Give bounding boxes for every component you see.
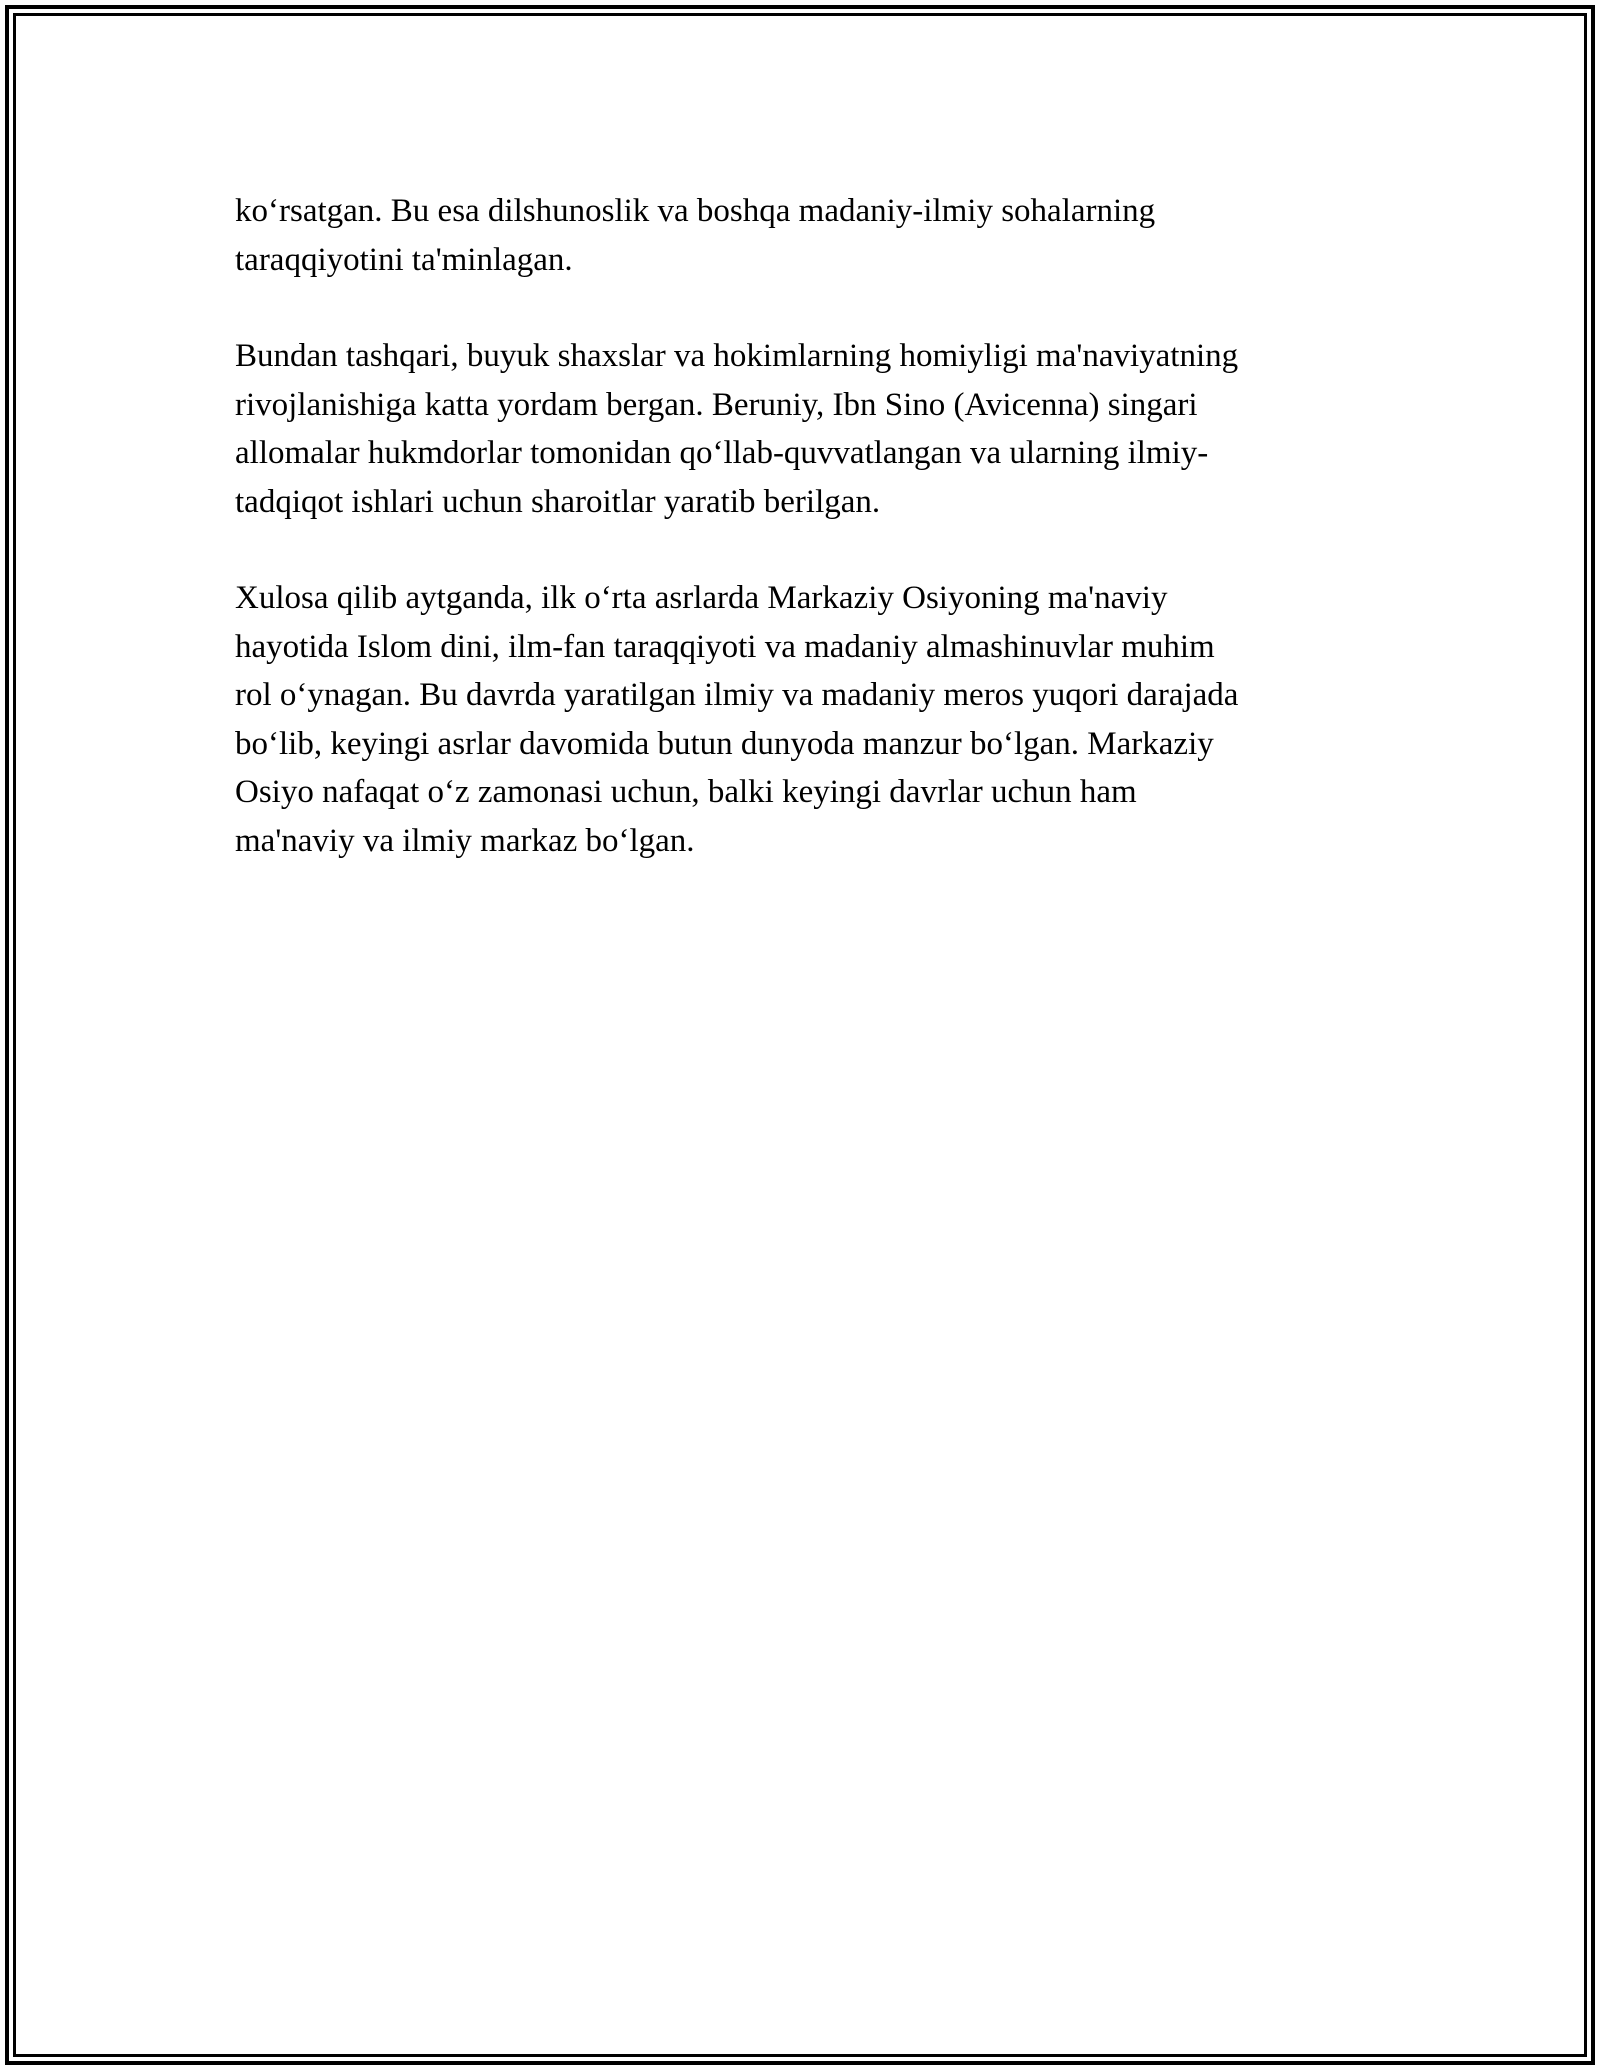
paragraph-line: rol o‘ynagan. Bu davrda yaratilgan ilmiy va madaniy meros yuqori darajada (235, 677, 1239, 713)
paragraph-line: Bundan tashqari, buyuk shaxslar va hokimlarning homiyligi ma'naviyatning (235, 338, 1239, 374)
document-body (235, 187, 1365, 913)
paragraph-line: ma'naviy va ilmiy markaz bo‘lgan. (235, 822, 695, 859)
paragraph-line: Osiyo nafaqat o‘z zamonasi uchun, balki keyingi davrlar uchun ham (235, 774, 1137, 810)
paragraph-line: bo‘lib, keyingi asrlar davomida butun dunyoda manzur bo‘lgan. Markaziy (235, 725, 1214, 762)
paragraph-line: allomalar hukmdorlar tomonidan qo‘llab-quvvatlangan va ularning ilmiy- (235, 435, 1209, 471)
paragraph-line: ko‘rsatgan. Bu esa dilshunoslik va boshqa madaniy-ilmiy sohalarning (235, 193, 1156, 229)
paragraph-3 (235, 574, 1365, 865)
paragraph-line: tadqiqot ishlari uchun sharoitlar yaratib berilgan. (235, 483, 881, 520)
paragraph-line: rivojlanishiga katta yordam bergan. Beruniy, Ibn Sino (Avicenna) singari (235, 386, 1198, 423)
paragraph-1 (235, 187, 1365, 284)
paragraph-line: hayotida Islom dini, ilm-fan taraqqiyoti va madaniy almashinuvlar muhim (235, 628, 1215, 665)
paragraph-line: taraqqiyotini ta'minlagan. (235, 241, 573, 278)
paragraph-line: Xulosa qilib aytganda, ilk o‘rta asrlarda Markaziy Osiyoning ma'naviy (235, 580, 1168, 616)
paragraph-2 (235, 332, 1365, 526)
